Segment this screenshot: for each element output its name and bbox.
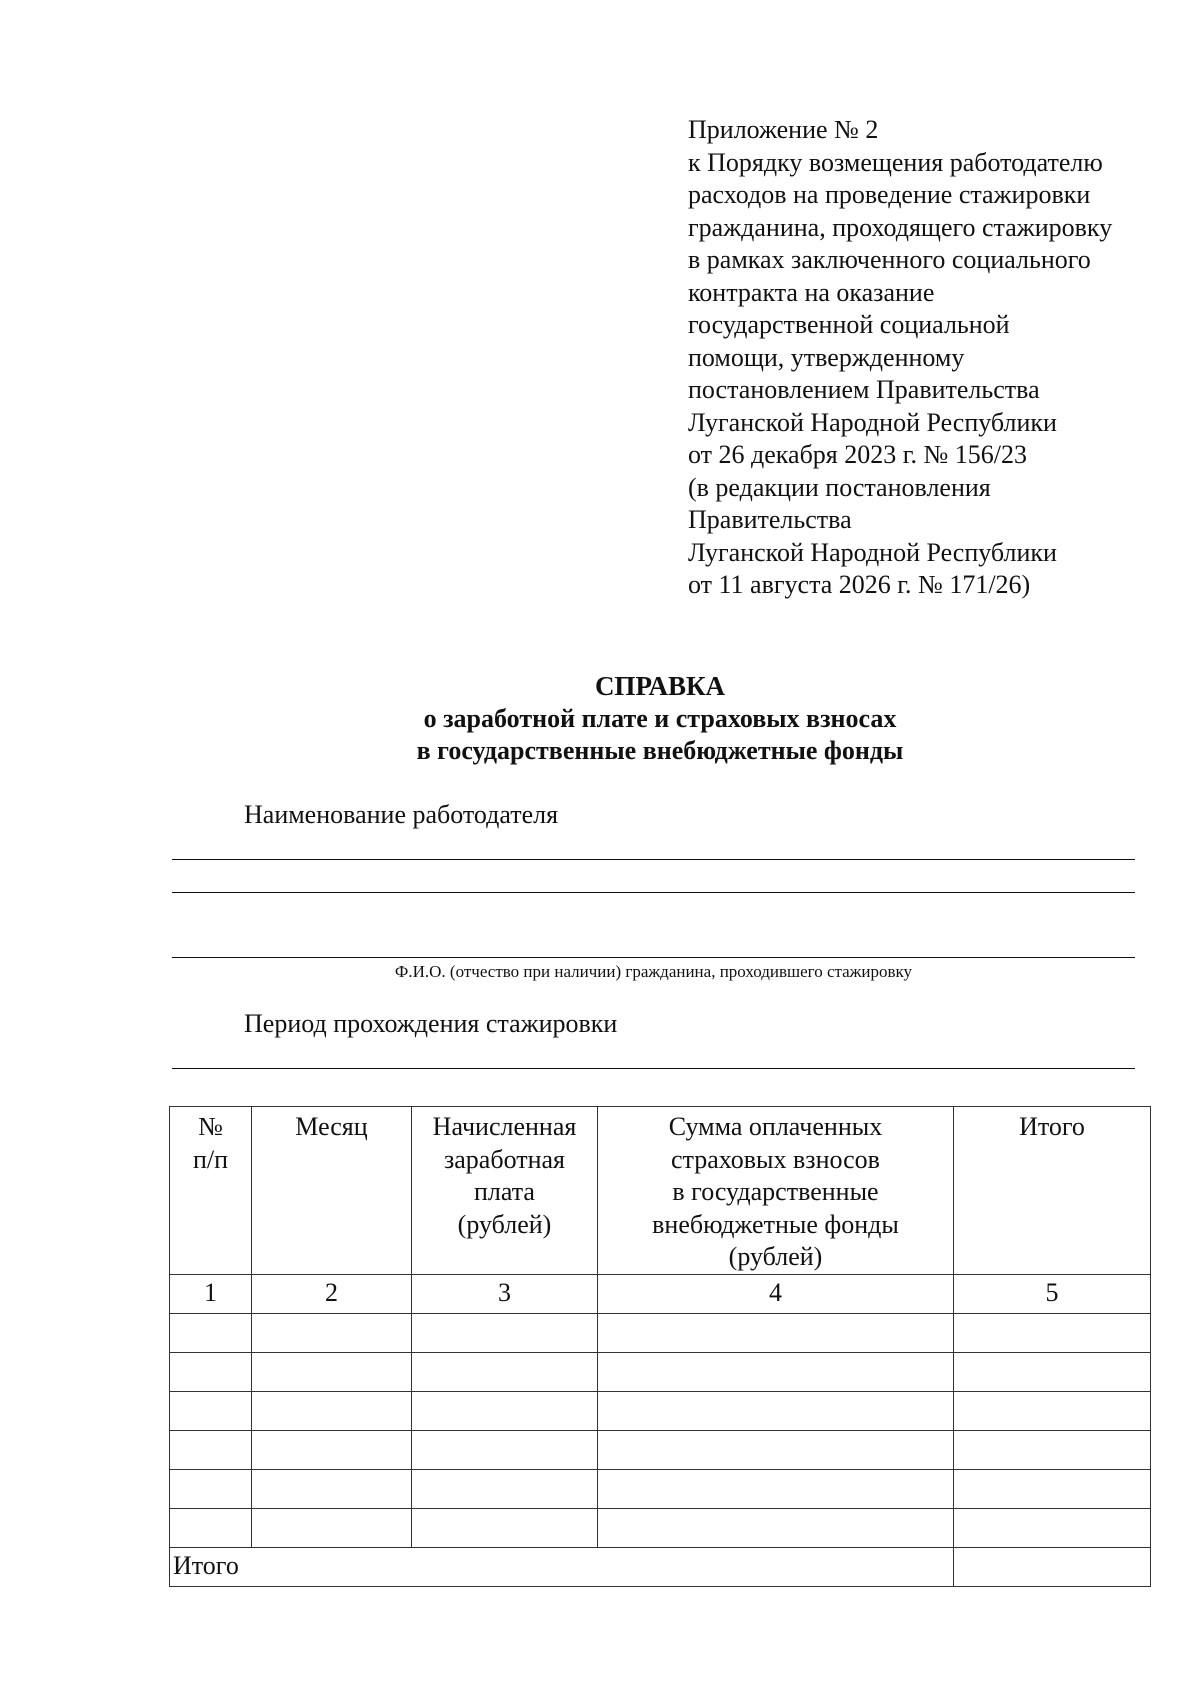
- column-number: 3: [412, 1274, 598, 1313]
- column-number: 2: [252, 1274, 412, 1313]
- table-cell[interactable]: [598, 1430, 954, 1469]
- table-cell[interactable]: [170, 1508, 252, 1547]
- appendix-line: Правительства: [688, 505, 852, 534]
- title-subtitle-line-1: о заработной плате и страховых взносах: [423, 703, 897, 733]
- table-cell[interactable]: [412, 1313, 598, 1352]
- appendix-line: Приложение № 2: [688, 115, 879, 144]
- appendix-line: постановлением Правительства: [688, 375, 1040, 404]
- table-cell[interactable]: [412, 1469, 598, 1508]
- title-subtitle-line-2: в государственные внебюджетные фонды: [416, 736, 904, 765]
- appendix-line: гражданина, проходящего стажировку: [688, 212, 1113, 242]
- table-cell[interactable]: [170, 1313, 252, 1352]
- table-row: [170, 1469, 1151, 1508]
- report-table: [169, 1106, 1151, 1587]
- table-header-row: [170, 1107, 1151, 1275]
- table-cell[interactable]: [252, 1469, 412, 1508]
- appendix-line: помощи, утвержденному: [688, 342, 965, 372]
- table-cell[interactable]: [252, 1508, 412, 1547]
- table-row: [170, 1430, 1151, 1469]
- table-row: [170, 1313, 1151, 1352]
- document-title: [0, 670, 1200, 768]
- employer-label: Наименование работодателя: [244, 800, 559, 829]
- column-number: 5: [954, 1274, 1151, 1313]
- appendix-line: государственной социальной: [688, 310, 1010, 339]
- table-cell[interactable]: [170, 1430, 252, 1469]
- table-cell[interactable]: [252, 1391, 412, 1430]
- total-value-cell[interactable]: [954, 1547, 1151, 1586]
- table-cell[interactable]: [170, 1352, 252, 1391]
- appendix-line: от 11 августа 2026 г. № 171/26): [688, 570, 1031, 599]
- period-label: Период прохождения стажировки: [244, 1009, 618, 1038]
- table-cell[interactable]: [252, 1313, 412, 1352]
- table-cell[interactable]: [412, 1430, 598, 1469]
- period-line[interactable]: [172, 1068, 1135, 1069]
- table-cell[interactable]: [252, 1352, 412, 1391]
- table-cell[interactable]: [598, 1313, 954, 1352]
- table-cell[interactable]: [954, 1391, 1151, 1430]
- header-month: Месяц: [252, 1107, 412, 1275]
- appendix-line: Луганской Народной Республики: [688, 407, 1057, 437]
- table-cell[interactable]: [170, 1469, 252, 1508]
- header-total: Итого: [954, 1107, 1151, 1275]
- employer-line-2[interactable]: [172, 892, 1135, 893]
- appendix-line: (в редакции постановления: [688, 472, 991, 502]
- header-salary: Начисленная заработная плата (рублей): [412, 1107, 598, 1275]
- employer-line-1[interactable]: [172, 859, 1135, 860]
- appendix-line: расходов на проведение стажировки: [688, 180, 1091, 209]
- table-cell[interactable]: [598, 1352, 954, 1391]
- table-cell[interactable]: [954, 1352, 1151, 1391]
- table-cell[interactable]: [170, 1391, 252, 1430]
- table-row: [170, 1352, 1151, 1391]
- table-cell[interactable]: [252, 1430, 412, 1469]
- table-total-row: [170, 1547, 1151, 1586]
- table-row: [170, 1508, 1151, 1547]
- fio-line[interactable]: [172, 957, 1135, 958]
- table-cell[interactable]: [954, 1430, 1151, 1469]
- table-cell[interactable]: [412, 1352, 598, 1391]
- table-cell[interactable]: [598, 1469, 954, 1508]
- table-cell[interactable]: [412, 1508, 598, 1547]
- table-cell[interactable]: [954, 1469, 1151, 1508]
- header-insurance: Сумма оплаченных страховых взносов в государственные внебюджетные фонды (рублей): [598, 1107, 954, 1275]
- total-label: Итого: [170, 1547, 954, 1586]
- table-cell[interactable]: [598, 1508, 954, 1547]
- table-row: [170, 1391, 1151, 1430]
- fio-caption: Ф.И.О. (отчество при наличии) гражданина, проходившего стажировку: [394, 962, 913, 981]
- appendix-line: контракта на оказание: [688, 277, 935, 307]
- header-number: № п/п: [170, 1107, 252, 1275]
- appendix-line: Луганской Народной Республики: [688, 537, 1057, 567]
- table-cell[interactable]: [954, 1508, 1151, 1547]
- title-main: СПРАВКА: [594, 671, 726, 701]
- column-number: 4: [598, 1274, 954, 1313]
- appendix-header: [688, 114, 1188, 602]
- column-numbers-row: [170, 1274, 1151, 1313]
- appendix-line: в рамках заключенного социального: [688, 245, 1091, 274]
- appendix-line: от 26 декабря 2023 г. № 156/23: [688, 440, 1028, 469]
- appendix-line: к Порядку возмещения работодателю: [688, 147, 1103, 177]
- table-cell[interactable]: [598, 1391, 954, 1430]
- table-cell[interactable]: [412, 1391, 598, 1430]
- column-number: 1: [170, 1274, 252, 1313]
- table-cell[interactable]: [954, 1313, 1151, 1352]
